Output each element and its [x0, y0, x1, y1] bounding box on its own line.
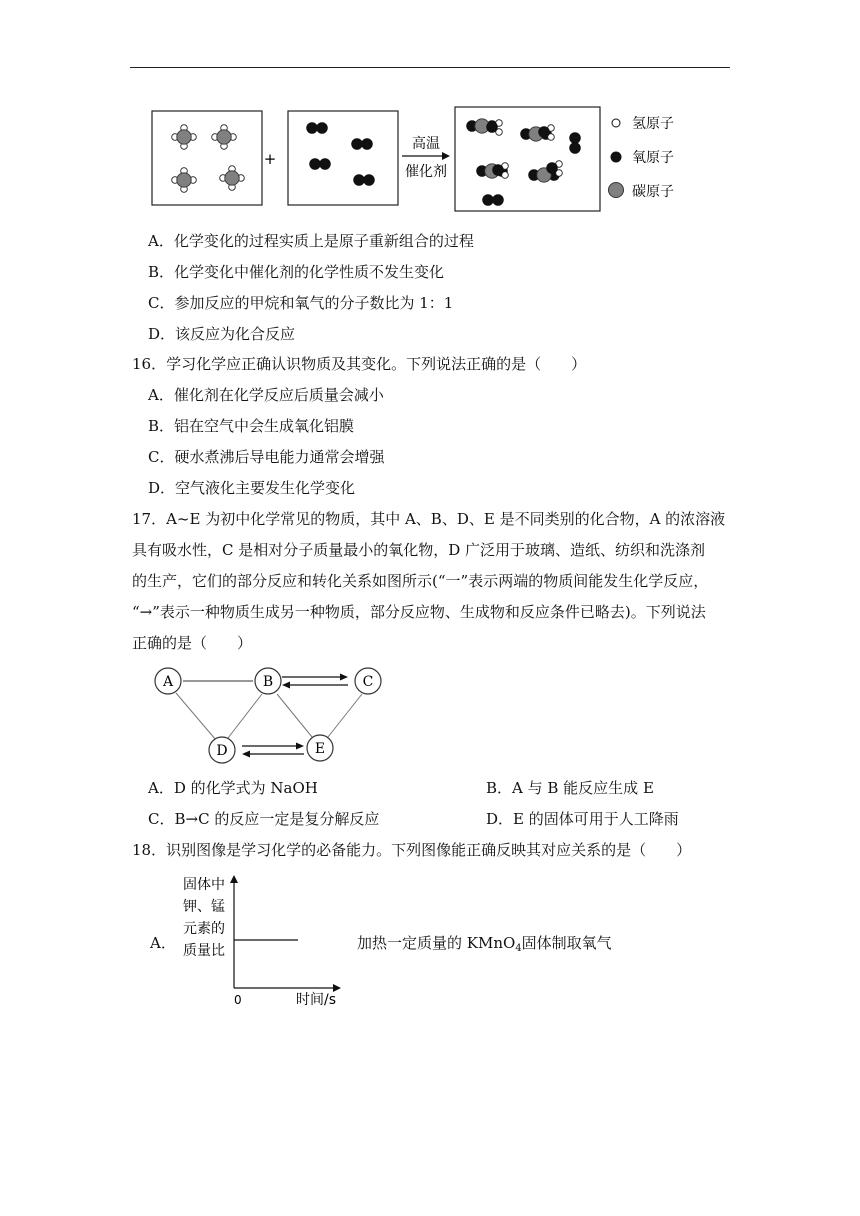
reactant-box-methane [152, 111, 262, 205]
svg-text:C: C [362, 674, 374, 690]
q16-option-a: A．催化剂在化学反应后质量会减小 [148, 386, 384, 404]
carbon-atom [177, 173, 191, 187]
q17-stem-line-1: 17．A~E 为初中化学常见的物质，其中 A、B、D、E 是不同类别的化合物，A 的浓溶液 [132, 510, 726, 528]
oxygen-atom [320, 159, 331, 170]
oxygen-atom [317, 123, 328, 134]
arrowhead-d-to-e [296, 743, 304, 750]
oxygen-atom [310, 159, 321, 170]
q16-option-d: D．空气液化主要发生化学变化 [148, 479, 356, 497]
oxygen-atom [364, 175, 375, 186]
node-d [209, 737, 235, 763]
node-e [307, 735, 333, 761]
edge-a-d [176, 693, 216, 740]
condition-top: 高温 [412, 136, 440, 152]
edge-c-e [328, 694, 362, 737]
oxygen-atom [570, 143, 581, 154]
q17-option-a: A．D 的化学式为 NaOH [148, 779, 318, 797]
oxygen-atom [547, 163, 558, 174]
carbon-atom [217, 130, 231, 144]
arrowhead-b-to-c [340, 674, 348, 681]
q17-relation-diagram [140, 660, 400, 770]
q17-option-b: B．A 与 B 能反应生成 E [486, 779, 654, 797]
oxygen-atom [493, 195, 504, 206]
origin-label: 0 [234, 993, 242, 1007]
y-label-line-2: 钾、锰 [183, 899, 225, 915]
q17-stem-line-3: 的生产，它们的部分反应和转化关系如图所示(“一”表示两端的物质间能发生化学反应， [132, 572, 709, 590]
x-axis-arrowhead [333, 984, 341, 992]
q15-option-a: A．化学变化的过程实质上是原子重新组合的过程 [148, 232, 474, 250]
q15-option-c: C．参加反应的甲烷和氧气的分子数比为 1：1 [148, 294, 454, 312]
reaction-arrowhead [442, 152, 450, 160]
oxygen-atom [539, 127, 550, 138]
legend [609, 116, 675, 200]
oxygen-atom [483, 195, 494, 206]
q15-option-d: D．该反应为化合反应 [148, 325, 296, 343]
plus-sign: + [263, 150, 277, 168]
oxygen-atom [354, 175, 365, 186]
legend-hydrogen-icon [612, 119, 620, 127]
q17-stem-line-4: “→”表示一种物质生成另一种物质，部分反应物、生成物和反应条件已略去)。下列说法 [132, 603, 706, 621]
oxygen-atom [487, 122, 498, 133]
arrowhead-e-to-d [242, 751, 250, 758]
q17-option-c: C．B→C 的反应一定是复分解反应 [148, 810, 380, 828]
q16-option-c: C．硬水煮沸后导电能力通常会增强 [148, 448, 385, 466]
svg-text:E: E [314, 741, 326, 757]
node-a [155, 668, 181, 694]
y-label-line-3: 元素的 [183, 921, 225, 937]
q18-option-a-label: A． [150, 934, 176, 952]
header-rule [130, 67, 730, 68]
q15-option-b: B．化学变化中催化剂的化学性质不发生变化 [148, 263, 445, 281]
oxygen-atom [493, 165, 504, 176]
edge-b-d [228, 694, 262, 738]
legend-carbon-label: 碳原子 [632, 184, 674, 200]
q18-stem: 18．识别图像是学习化学的必备能力。下列图像能正确反映其对应关系的是（ ） [132, 841, 692, 859]
svg-text:A: A [162, 674, 174, 690]
oxygen-atom [570, 133, 581, 144]
legend-oxygen-icon [611, 152, 622, 163]
legend-oxygen-label: 氧原子 [632, 150, 674, 166]
q17-stem-line-2: 具有吸水性，C 是相对分子质量最小的氧化物，D 广泛用于玻璃、造纸、纺织和洗涤剂 [132, 541, 706, 559]
q17-stem-line-5: 正确的是（ ） [132, 634, 253, 652]
y-axis-arrowhead [230, 875, 238, 883]
reaction-diagram [140, 100, 720, 220]
q18-option-a-graph [175, 870, 355, 1012]
legend-carbon-icon [609, 183, 624, 198]
x-axis-label: 时间/s [296, 992, 337, 1008]
svg-text:D: D [216, 743, 228, 759]
node-b [255, 668, 281, 694]
oxygen-atom [362, 139, 373, 150]
q18-option-a-text: 加热一定质量的 KMnO$_4$固体制取氧气 [357, 934, 612, 954]
q16-option-b: B．铝在空气中会生成氧化铝膜 [148, 417, 355, 435]
reactant-box-oxygen [288, 111, 398, 205]
edge-b-e [277, 694, 312, 737]
node-c [355, 668, 381, 694]
svg-text:B: B [262, 674, 274, 690]
carbon-atom [177, 130, 191, 144]
arrowhead-c-to-b [282, 682, 290, 689]
oxygen-atom [307, 123, 318, 134]
carbon-atom [225, 171, 239, 185]
q17-option-d: D．E 的固体可用于人工降雨 [486, 810, 679, 828]
q16-stem: 16．学习化学应正确认识物质及其变化。下列说法正确的是（ ） [132, 355, 587, 373]
y-label-line-1: 固体中 [183, 877, 225, 893]
legend-hydrogen-label: 氢原子 [632, 116, 674, 132]
oxygen-atom [352, 139, 363, 150]
condition-bottom: 催化剂 [405, 164, 447, 180]
y-label-line-4: 质量比 [183, 943, 225, 959]
